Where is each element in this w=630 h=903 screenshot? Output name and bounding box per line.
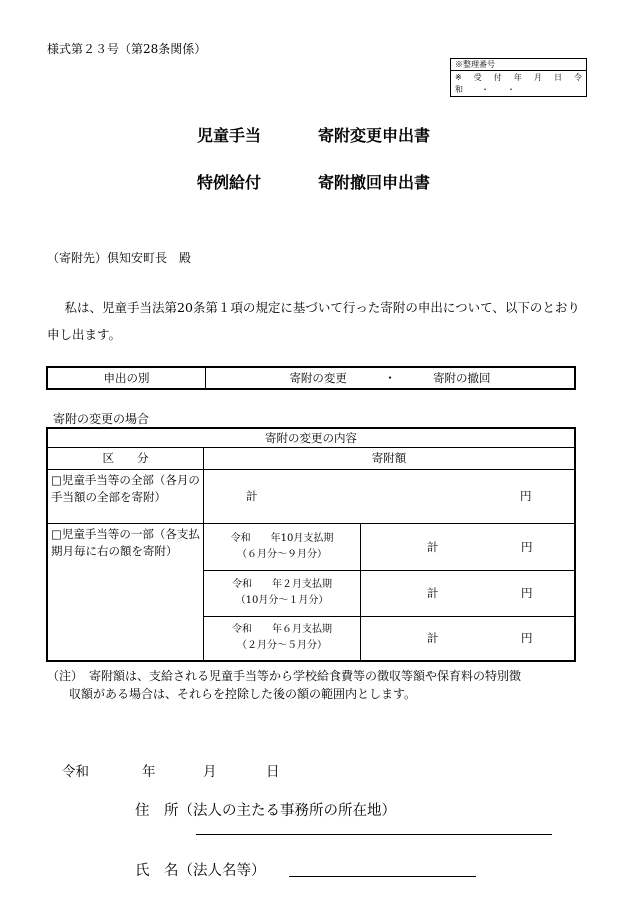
- column-category: 区 分: [47, 447, 204, 469]
- change-details-table: [46, 427, 576, 662]
- kei-label: 計: [427, 586, 439, 600]
- name-label: 氏 名（法人名等）: [135, 863, 266, 879]
- period-june: 令和 年６月支払期 （２月分～５月分）: [204, 616, 361, 661]
- date-month[interactable]: 月: [203, 764, 217, 780]
- checkbox-partial-allowance[interactable]: □児童手当等の一部（各支払期月毎に右の額を寄附）: [47, 523, 204, 661]
- title-special-benefit: 特例給付: [197, 173, 262, 192]
- request-type-options: [206, 367, 576, 389]
- addressee: （寄附先）倶知安町長 殿: [47, 251, 192, 265]
- receipt-date-value: 和 ・ ・: [455, 85, 515, 94]
- kei-label: 計: [427, 539, 439, 554]
- note-line-1: （注） 寄附額は、支給される児童手当等から学校給食費等の徴収等額や保育料の特別徴: [47, 669, 522, 683]
- option-separator: ・: [384, 371, 396, 385]
- name-input-line[interactable]: [289, 876, 476, 877]
- request-type-table: [46, 366, 576, 390]
- yen-label: 円: [520, 489, 532, 503]
- period-october: 令和 年10月支払期 （６月分～９月分）: [204, 523, 361, 570]
- date-era: 令和: [62, 764, 89, 780]
- date-year[interactable]: 年: [142, 764, 156, 780]
- change-section-label: 寄附の変更の場合: [53, 412, 150, 426]
- reference-number-box: [450, 58, 587, 97]
- change-table-header: 寄附の変更の内容: [47, 428, 575, 447]
- option-withdraw[interactable]: 寄附の撤回: [433, 371, 491, 385]
- amount-june-field[interactable]: [361, 616, 576, 661]
- kei-label: 計: [246, 489, 258, 503]
- checkbox-all-allowance[interactable]: □児童手当等の全部（各月の手当額の全部を寄附）: [47, 469, 204, 523]
- reference-number-label: ※整理番号: [451, 59, 586, 71]
- title-change-request: 寄附変更申出書: [318, 126, 431, 145]
- address-input-line[interactable]: [196, 834, 552, 835]
- address-label: 住 所（法人の主たる事務所の所在地）: [135, 803, 396, 819]
- yen-label: 円: [521, 539, 533, 554]
- note-line-2: 収額がある場合は、それらを控除した後の額の範囲内とします。: [69, 687, 417, 701]
- amount-all-field[interactable]: [204, 469, 576, 523]
- column-amount: 寄附額: [204, 447, 576, 469]
- amount-october-field[interactable]: [361, 523, 576, 570]
- yen-label: 円: [521, 586, 533, 600]
- option-change[interactable]: 寄附の変更: [289, 371, 347, 385]
- title-child-allowance: 児童手当: [197, 126, 262, 145]
- title-withdraw-request: 寄附撤回申出書: [318, 173, 431, 192]
- form-number: 様式第２３号（第28条関係）: [47, 42, 207, 56]
- amount-february-field[interactable]: [361, 570, 576, 616]
- note: [47, 667, 587, 703]
- yen-label: 円: [521, 631, 533, 646]
- date-day[interactable]: 日: [266, 764, 280, 780]
- kei-label: 計: [427, 631, 439, 646]
- receipt-date-label: ※ 受 付 年 月 日 令: [455, 73, 582, 82]
- body-text: 私は、児童手当法第20条第１項の規定に基づいて行った寄附の申出について、以下のとおり申し出ます。: [47, 300, 580, 342]
- request-type-label: 申出の別: [47, 367, 206, 389]
- period-february: 令和 年２月支払期 （10月分～１月分）: [204, 570, 361, 616]
